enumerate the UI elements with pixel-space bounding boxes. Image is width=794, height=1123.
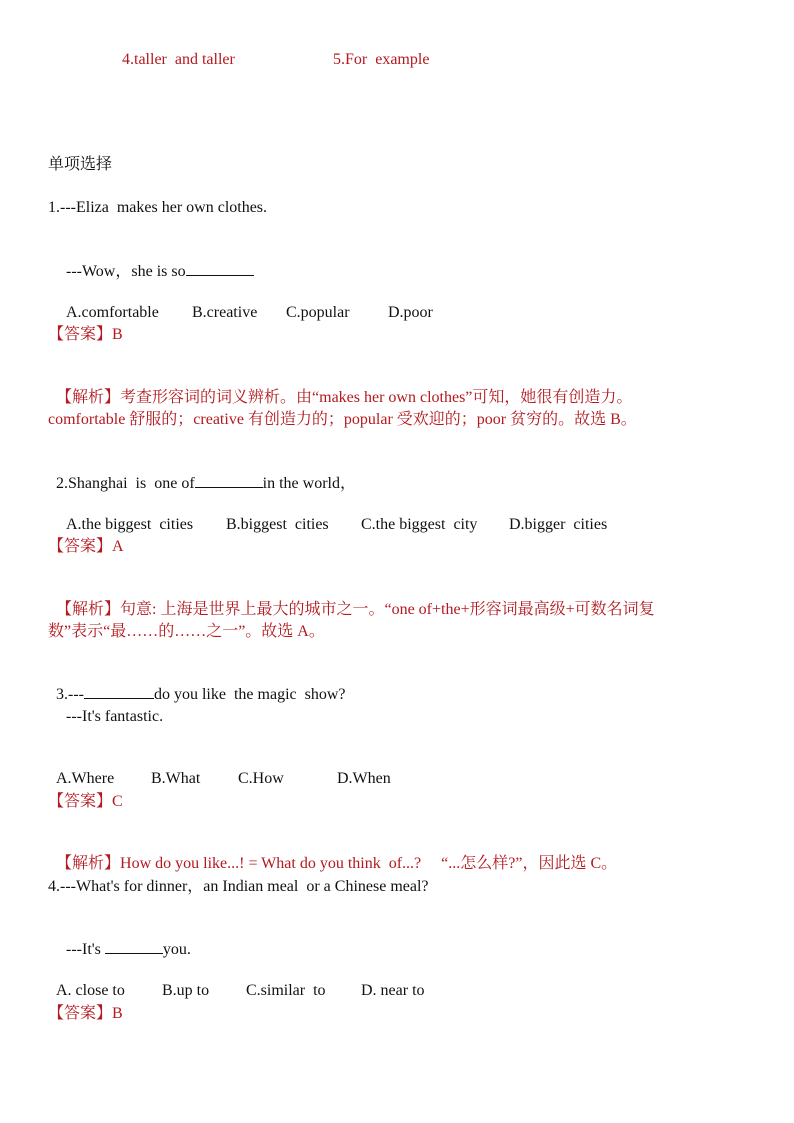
analysis-tag: 【解析】 (56, 855, 121, 872)
top-answer-4: 4.taller and taller (122, 51, 235, 68)
option-d: D. near to (361, 982, 425, 999)
option-a: A.Where (56, 770, 115, 787)
analysis-tag: 【解析】 (56, 601, 121, 618)
question-4-stem: 4.---What's for dinner，an Indian meal or a Chinese meal? (48, 878, 429, 895)
option-b: B.What (151, 770, 201, 787)
question-1-options (58, 283, 433, 323)
option-b: B.up to (162, 982, 210, 999)
analysis-text: 句意: 上海是世界上最大的城市之一。“one of+the+形容词最高级+可数名词复 (120, 601, 655, 618)
option-c: C.popular (286, 304, 350, 321)
question-1-analysis-line2: comfortable 舒服的；creative 有创造力的；popular 受欢迎的；poor 贫穷的。故选 B。 (48, 411, 637, 428)
option-c: C.How (238, 770, 284, 787)
question-1-answer: 【答案】B (48, 326, 123, 343)
option-b: B.creative (192, 304, 258, 321)
answer-blank (195, 473, 263, 488)
question-1-line2 (58, 241, 254, 282)
option-b: B.biggest cities (226, 516, 329, 533)
answer-blank (105, 939, 163, 954)
option-a: A. close to (56, 982, 125, 999)
option-d: D.poor (388, 304, 433, 321)
question-3-line2: ---It's fantastic. (66, 708, 164, 725)
question-3-answer: 【答案】C (48, 793, 123, 810)
question-2-answer: 【答案】A (48, 538, 124, 555)
option-c: C.the biggest city (361, 516, 478, 533)
question-4-line2 (58, 919, 191, 960)
question-2-stem-post: in the world， (262, 475, 356, 492)
question-4-answer: 【答案】B (48, 1005, 123, 1022)
question-2-analysis-line2: 数”表示“最……的……之一”。故选 A。 (48, 623, 325, 640)
answer-blank (84, 684, 154, 699)
question-3-analysis-line1 (48, 834, 617, 874)
question-4-options (48, 961, 425, 1001)
analysis-text: How do you like...! = What do you think of...? “...怎么样?”，因此选 C。 (120, 855, 618, 872)
question-2-stem-pre: 2.Shanghai is one of (56, 475, 195, 492)
option-a: A.comfortable (66, 304, 159, 321)
question-1-analysis-line1 (48, 368, 632, 408)
question-2-options (58, 495, 607, 535)
question-1-line2-text: ---Wow，she is so (66, 263, 186, 280)
question-2-stem (48, 453, 356, 494)
option-c: C.similar to (246, 982, 326, 999)
question-4-line2-post: you. (162, 941, 191, 958)
question-3-stem-pre: 3.--- (56, 686, 84, 703)
analysis-text: 考查形容词的词义辨析。由“makes her own clothes”可知，她很有创造力。 (120, 389, 633, 406)
question-3-stem (48, 664, 346, 705)
question-2-analysis-line1 (48, 580, 655, 620)
question-1-stem: 1.---Eliza makes her own clothes. (48, 199, 268, 216)
question-3-options (48, 749, 391, 789)
option-d: D.When (337, 770, 391, 787)
answer-blank (186, 261, 254, 276)
analysis-tag: 【解析】 (56, 389, 121, 406)
top-answer-5: 5.For example (333, 51, 430, 68)
question-3-stem-post: do you like the magic show? (153, 686, 346, 703)
section-title: 单项选择 (48, 156, 113, 173)
option-d: D.bigger cities (509, 516, 608, 533)
question-4-line2-pre: ---It's (66, 941, 105, 958)
option-a: A.the biggest cities (66, 516, 194, 533)
